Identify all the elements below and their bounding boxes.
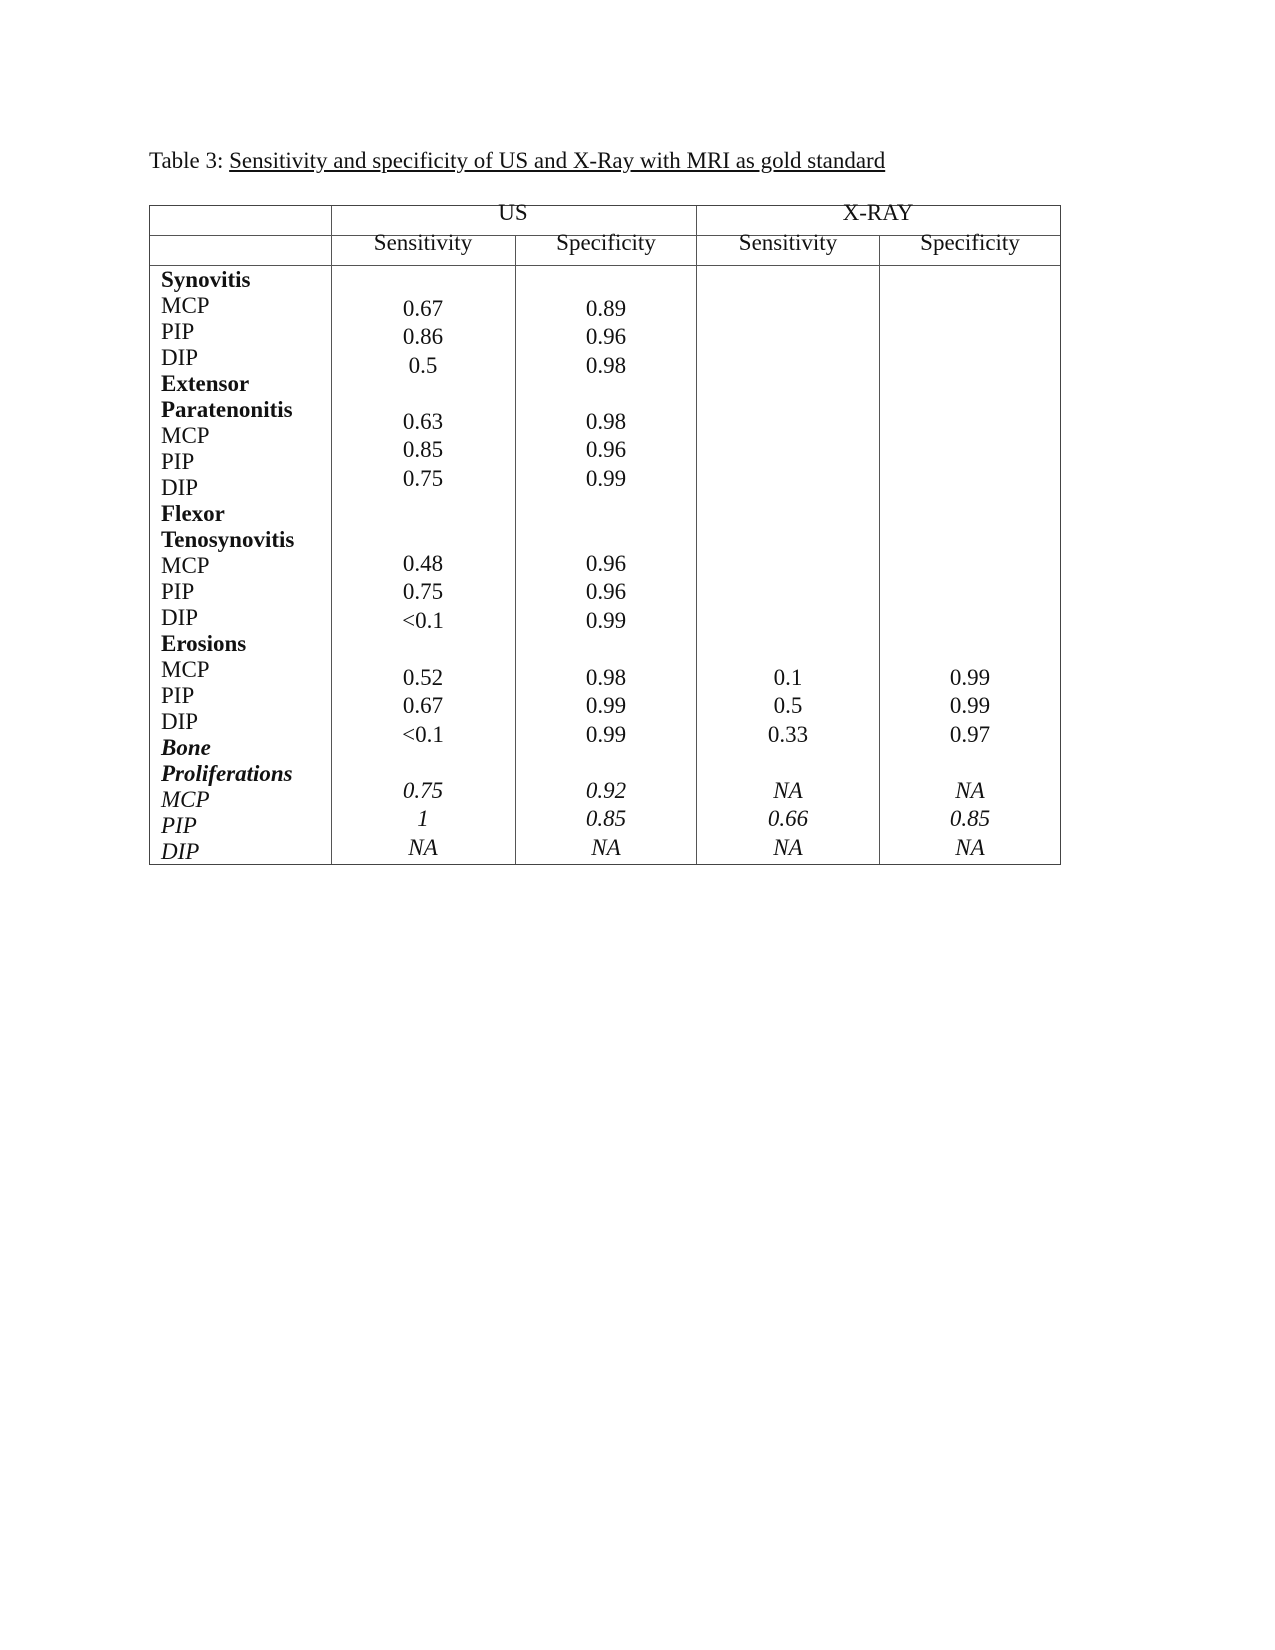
table-cell: 0.66: [767, 806, 809, 832]
table-cell: 0.96: [585, 579, 627, 605]
row-label: PIP: [161, 449, 195, 474]
group-header-us: US: [498, 200, 528, 225]
table-cell: 0.33: [767, 721, 809, 747]
table-caption: [149, 148, 885, 174]
row-label: DIP: [161, 345, 199, 370]
row-label: DIP: [161, 709, 199, 734]
table-cell: 0.99: [585, 693, 627, 719]
section-heading: Erosions: [161, 631, 247, 656]
table-cell: NA: [408, 834, 438, 860]
table-cell: 0.98: [585, 409, 627, 434]
subheader-us-sensitivity: Sensitivity: [373, 230, 473, 255]
row-label: MCP: [161, 657, 210, 682]
caption-text: Sensitivity and specificity of US and X-Ray with MRI as gold standard: [229, 148, 886, 173]
table-cell: 0.67: [402, 693, 444, 719]
table-cell: 0.99: [949, 693, 991, 719]
table-cell: 0.99: [585, 607, 627, 633]
caption-prefix: Table 3:: [149, 148, 230, 173]
group-header-xray: X-RAY: [842, 200, 914, 225]
row-label: DIP: [161, 605, 199, 630]
section-heading: Extensor: [161, 371, 250, 396]
table-cell: 0.5: [408, 352, 438, 378]
row-label: MCP: [161, 553, 210, 578]
subheader-xray-sensitivity: Sensitivity: [738, 230, 838, 255]
section-heading: Tenosynovitis: [161, 527, 295, 552]
table-cell: 0.85: [949, 806, 991, 832]
table-cell: 0.85: [402, 437, 444, 463]
section-heading: Paratenonitis: [161, 397, 293, 422]
row-label: MCP: [161, 787, 210, 812]
table-cell: NA: [773, 834, 803, 860]
table-cell: 0.98: [585, 352, 627, 378]
table-cell: 0.96: [585, 324, 627, 350]
table-cell: 0.97: [949, 721, 991, 747]
row-label: DIP: [161, 839, 200, 864]
table-cell: 0.89: [585, 296, 627, 321]
table-cell: 0.5: [773, 693, 803, 719]
table-cell: 0.99: [949, 665, 991, 690]
table-cell: 0.75: [402, 778, 444, 803]
table-cell: 0.99: [585, 465, 627, 491]
table-cell: 0.96: [585, 551, 627, 576]
subheader-xray-specificity: Specificity: [920, 230, 1020, 255]
row-label: MCP: [161, 293, 210, 318]
table-cell: NA: [591, 834, 621, 860]
table-cell: 0.86: [402, 324, 444, 350]
table-cell: NA: [955, 778, 985, 803]
row-label: PIP: [161, 813, 197, 838]
subheader-us-specificity: Specificity: [556, 230, 656, 255]
table-cell: 1: [417, 806, 429, 832]
section-heading: Bone: [161, 735, 211, 760]
row-label: PIP: [161, 579, 195, 604]
results-table: [149, 200, 1061, 865]
table-cell: 0.1: [773, 665, 803, 690]
table-cell: 0.75: [402, 579, 444, 605]
table-cell: 0.52: [402, 665, 444, 690]
table-cell: 0.99: [585, 721, 627, 747]
table-cell: 0.75: [402, 465, 444, 491]
table-cell: 0.96: [585, 437, 627, 463]
column-divider: [331, 206, 332, 864]
table-cell: 0.48: [402, 551, 444, 576]
row-label: PIP: [161, 319, 195, 344]
table-cell: NA: [955, 834, 985, 860]
section-heading: Synovitis: [161, 267, 251, 292]
column-divider: [879, 236, 880, 864]
row-divider: [150, 265, 1060, 266]
column-divider: [515, 236, 516, 864]
table-cell: <0.1: [402, 721, 444, 747]
row-label: MCP: [161, 423, 210, 448]
column-divider: [696, 206, 697, 864]
table-cell: NA: [773, 778, 803, 803]
table-cell: 0.85: [585, 806, 627, 832]
table-cell: 0.67: [402, 296, 444, 321]
table-cell: <0.1: [402, 607, 444, 633]
table-cell: 0.92: [585, 778, 627, 803]
row-label: PIP: [161, 683, 195, 708]
table-cell: 0.63: [402, 409, 444, 434]
section-heading: Flexor: [161, 501, 225, 526]
section-heading: Proliferations: [161, 761, 293, 786]
row-label: DIP: [161, 475, 199, 500]
table-cell: 0.98: [585, 665, 627, 690]
